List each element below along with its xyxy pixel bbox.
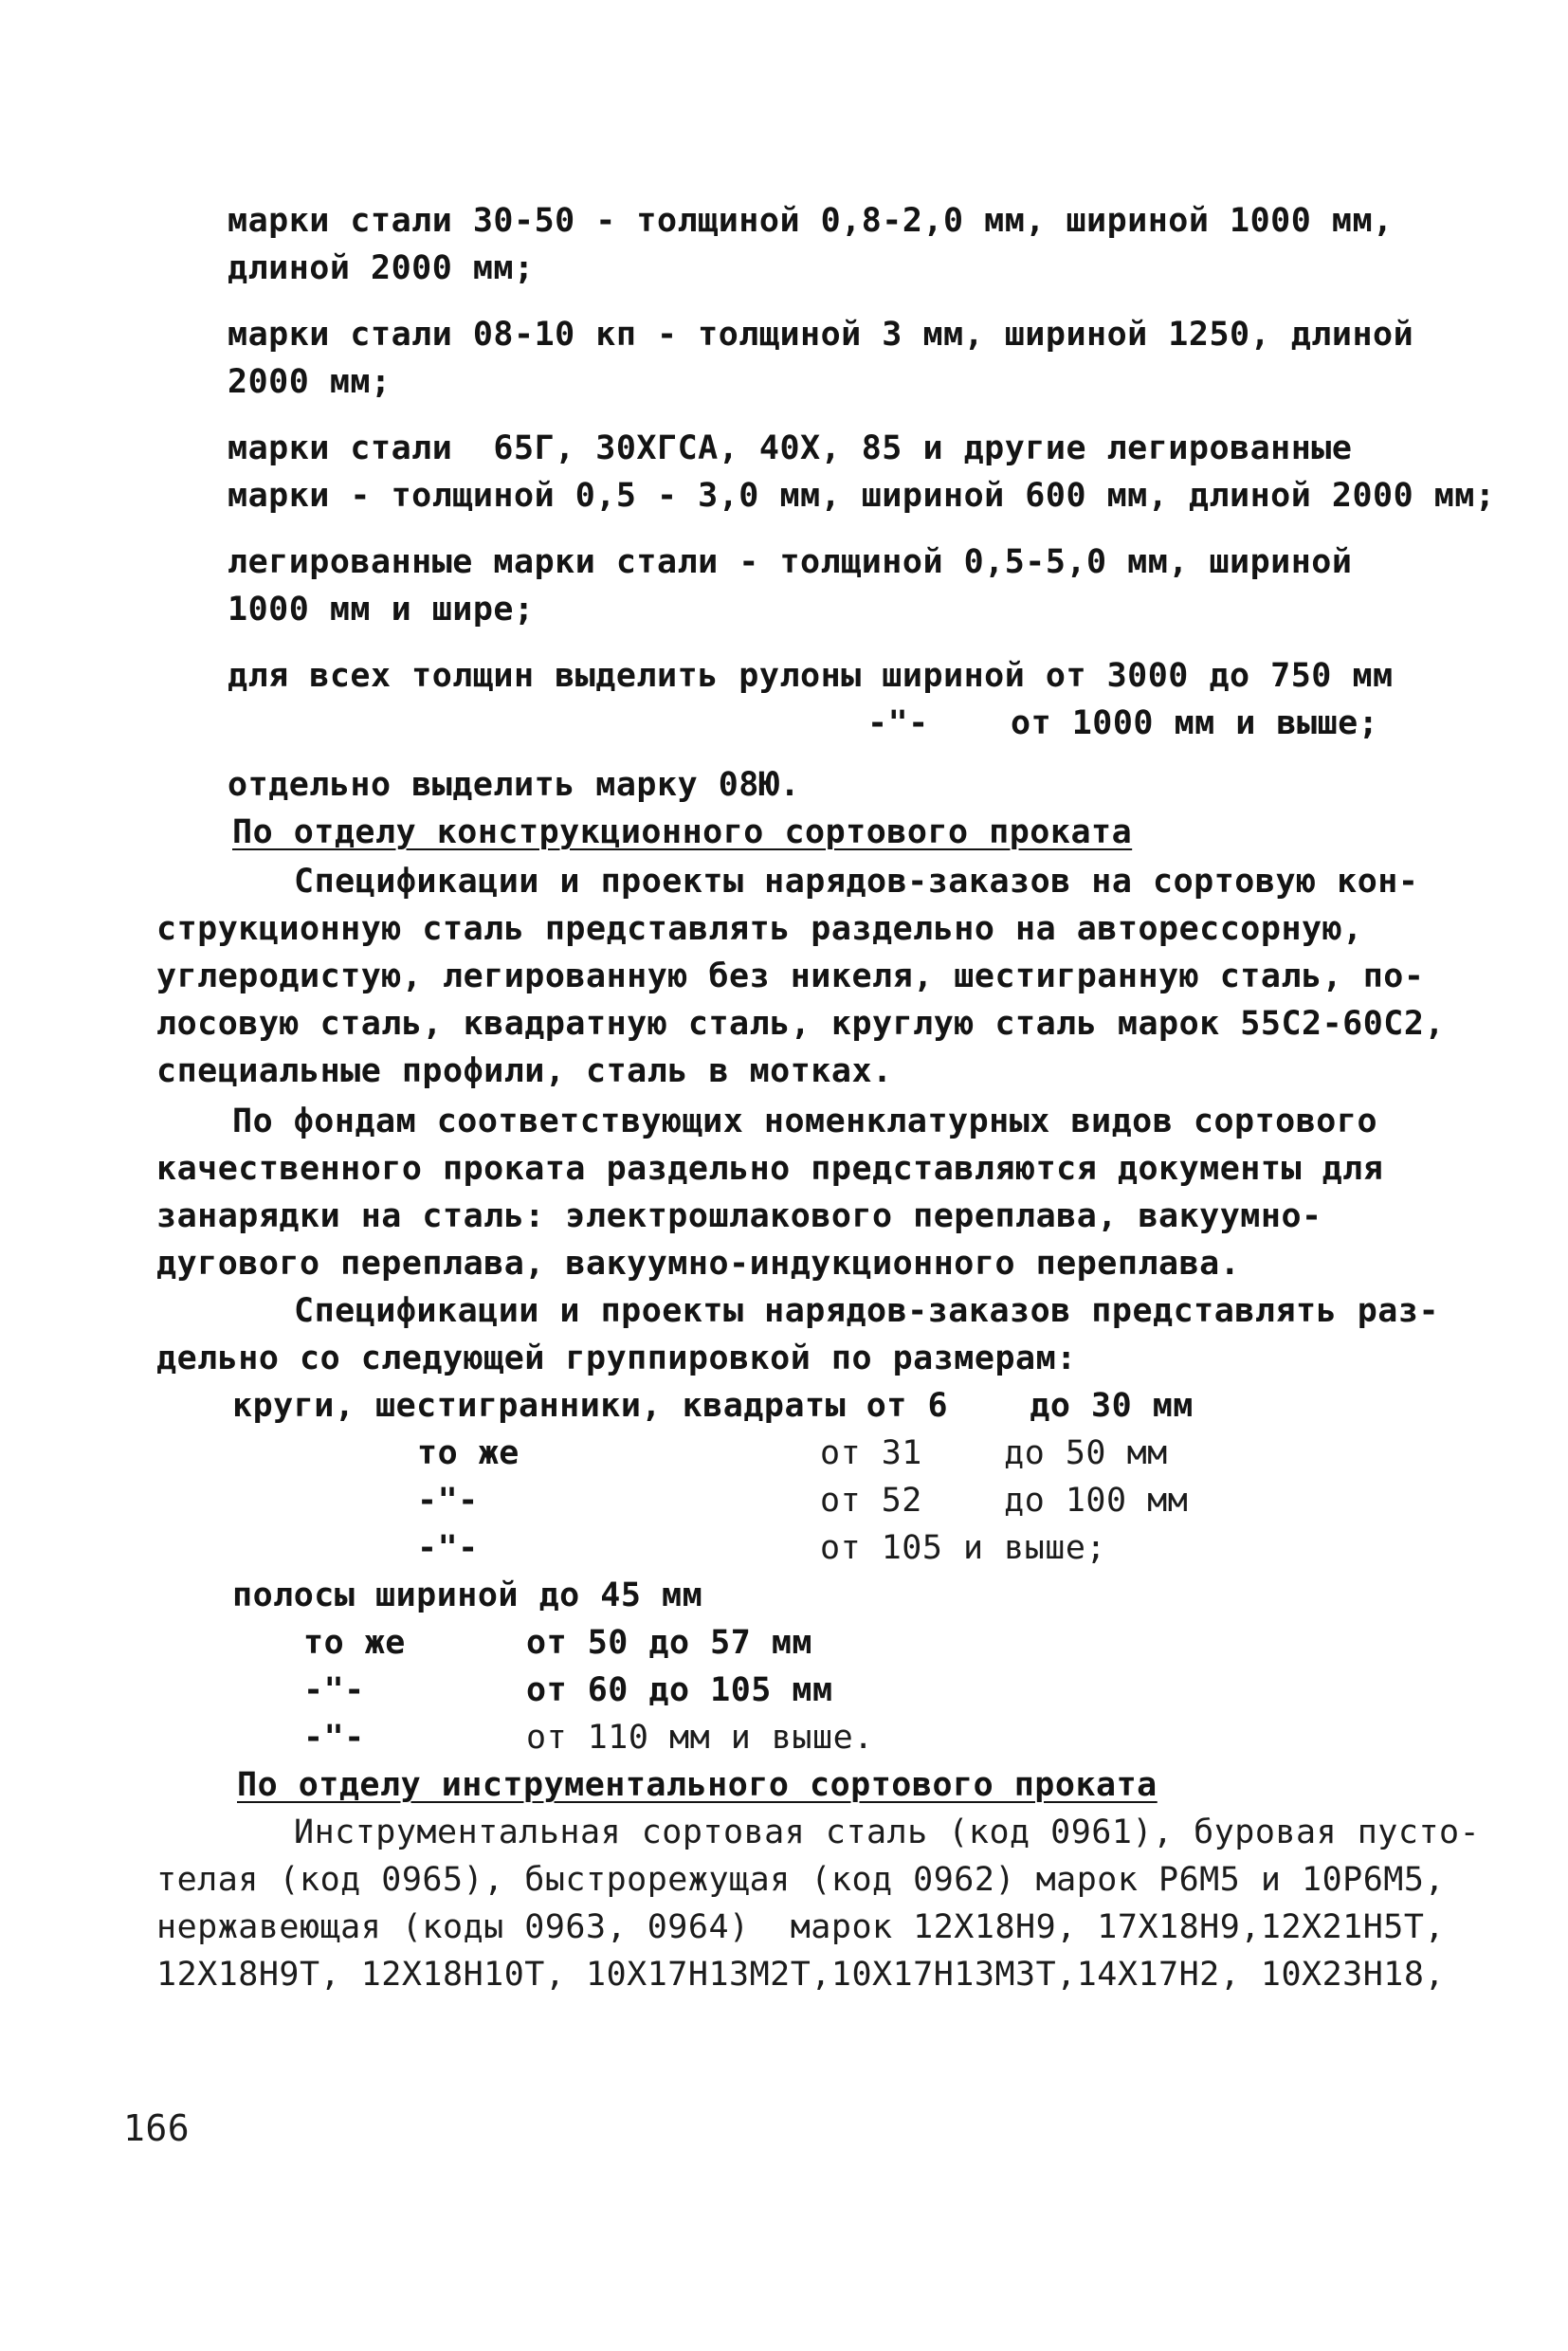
text-line: от 110 мм и выше. xyxy=(526,1719,874,1757)
text-line: -"- от 1000 мм и выше; xyxy=(867,704,1379,742)
text-line: марки стали 08-10 кп - толщиной 3 мм, шириной 1250, длиной xyxy=(228,316,1414,354)
page-number: 166 xyxy=(123,2107,191,2149)
text-line: отдельно выделить марку 08Ю. xyxy=(228,766,801,804)
text-line: марки стали 30-50 - толщиной 0,8-2,0 мм, шириной 1000 мм, xyxy=(228,202,1394,240)
text-line: углеродистую, легированную без никеля, шестигранную сталь, по- xyxy=(156,957,1425,995)
text-line: от 105 и выше; xyxy=(820,1529,1107,1567)
section-heading: По отделу инструментального сортового проката xyxy=(237,1766,1158,1804)
text-line: струкционную сталь представлять раздельно на авторессорную, xyxy=(156,910,1363,948)
text-line: По фондам соответствующих номенклатурных видов сортового xyxy=(232,1103,1378,1140)
text-line: от 31 до 50 мм xyxy=(820,1434,1168,1472)
text-line: -"- xyxy=(417,1482,479,1520)
text-line: дельно со следующей группировкой по размерам: xyxy=(156,1340,1077,1377)
text-line: легированные марки стали - толщиной 0,5-5,0 мм, шириной xyxy=(228,543,1353,581)
text-line: лосовую сталь, квадратную сталь, круглую сталь марок 55С2-60С2, xyxy=(156,1005,1446,1043)
text-line: качественного проката раздельно представляются документы для xyxy=(156,1150,1384,1188)
text-line: 1000 мм и шире; xyxy=(228,591,535,629)
text-line: -"- xyxy=(303,1671,365,1709)
text-line: то же xyxy=(417,1434,520,1472)
text-line: марки стали 65Г, 30ХГСА, 40Х, 85 и другие легированные xyxy=(228,429,1353,467)
text-line: занарядки на сталь: электрошлакового переплава, вакуумно- xyxy=(156,1197,1322,1235)
text-line: от 60 до 105 мм xyxy=(526,1671,833,1709)
text-line: марки - толщиной 0,5 - 3,0 мм, шириной 600 мм, длиной 2000 мм; xyxy=(228,477,1496,515)
text-line: 12Х18Н9Т, 12Х18Н10Т, 10Х17Н13М2Т,10Х17Н13М3Т,14Х17Н2, 10Х23Н18, xyxy=(156,1956,1446,1994)
text-line: то же xyxy=(303,1624,406,1662)
text-line: -"- xyxy=(417,1529,479,1567)
text-line: полосы шириной до 45 мм xyxy=(232,1576,703,1614)
text-line: от 52 до 100 мм xyxy=(820,1482,1189,1520)
text-line: для всех толщин выделить рулоны шириной от 3000 до 750 мм xyxy=(228,657,1394,695)
text-line: нержавеющая (коды 0963, 0964) марок 12Х18Н9, 17Х18Н9,12Х21Н5Т, xyxy=(156,1908,1446,1946)
text-line: 2000 мм; xyxy=(228,363,392,401)
text-line: дугового переплава, вакуумно-индукционного переплава. xyxy=(156,1245,1241,1283)
text-line: -"- xyxy=(303,1719,365,1757)
text-line: специальные профили, сталь в мотках. xyxy=(156,1052,893,1090)
text-line: от 50 до 57 мм xyxy=(526,1624,813,1662)
text-line: длиной 2000 мм; xyxy=(228,249,535,287)
text-line: телая (код 0965), быстрорежущая (код 0962) марок Р6М5 и 10Р6М5, xyxy=(156,1861,1446,1899)
text-line: Спецификации и проекты нарядов-заказов на сортовую кон- xyxy=(294,863,1419,901)
text-line: Спецификации и проекты нарядов-заказов представлять раз- xyxy=(294,1292,1440,1330)
text-line: Инструментальная сортовая сталь (код 0961), буровая пусто- xyxy=(294,1813,1481,1851)
text-line: круги, шестигранники, квадраты от 6 до 30 мм xyxy=(232,1387,1194,1425)
section-heading: По отделу конструкционного сортового проката xyxy=(232,813,1133,851)
